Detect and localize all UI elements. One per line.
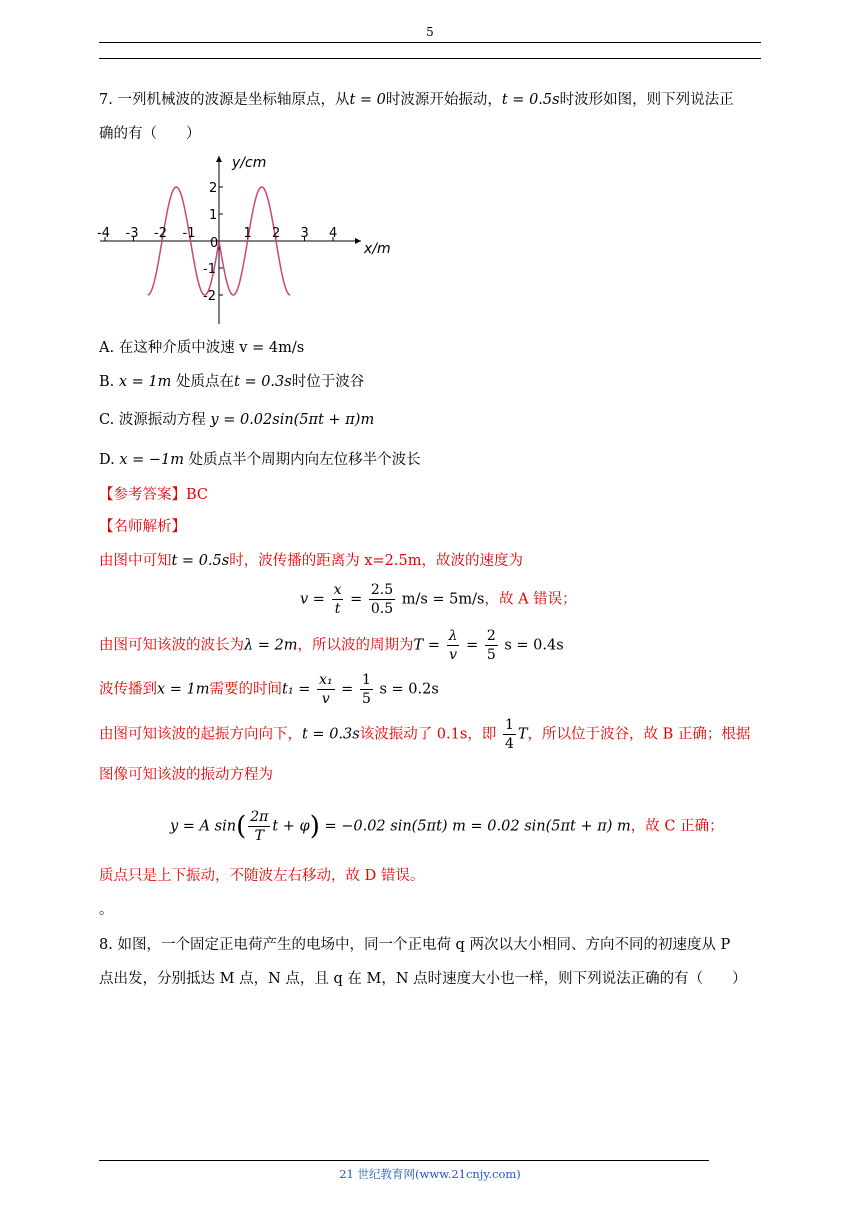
q8-line2: 点出发，分别抵达 M 点，N 点，且 q 在 M，N 点时速度大小也一样，则下列说法正确的有（ ） [99, 971, 747, 987]
analysis-line-5: 由图可知该波的起振方向向下，t = 0.3s该波振动了 0.1s，即 $\frac{1}{4}$ T，所以位于波谷，故 B 正确；根据 [99, 717, 751, 752]
analysis-line-1: 由图中可知t = 0.5s时，波传播的距离为 x=2.5m，故波的速度为 [99, 553, 523, 569]
q7-option-b: B. x = 1m 处质点在t = 0.3s时位于波谷 [99, 374, 365, 390]
x-tick-label: 4 [329, 226, 338, 241]
footer-rule [99, 1160, 709, 1161]
x-tick-label: 2 [272, 226, 281, 241]
x-tick-label: 0 [210, 236, 219, 251]
x-tick-label: -4 [97, 226, 110, 241]
y-tick-label: -1 [203, 262, 216, 277]
page-number: 5 [426, 25, 434, 39]
analysis-line-3: 由图可知该波的波长为λ = 2m，所以波的周期为T = $\frac{\lambda}{v}$ = $\frac{2}{5}$ s = 0.4s [99, 628, 564, 663]
analysis-line-4: 波传播到x = 1m需要的时间t₁ = $\frac{\text{x₁}}{v}$ = $\frac{1}{5}$ s = 0.2s [99, 672, 439, 707]
y-tick-label: 1 [209, 208, 218, 223]
q7-option-a: A. 在这种介质中波速 v = 4m/s [99, 340, 305, 356]
footer-link[interactable]: 21 世纪教育网(www.21cnjy.com) [339, 1167, 521, 1181]
x-tick-label: -1 [182, 226, 196, 241]
header-rule-2 [99, 58, 761, 59]
x-tick-label: -2 [154, 226, 167, 241]
y-axis-label: y/cm [232, 155, 267, 171]
answer: 【参考答案】BC [99, 487, 209, 503]
wave-graph [96, 152, 396, 332]
q7-stem-line2: 确的有（ ） [99, 126, 201, 142]
analysis-line-2: v = $\frac{x}{t}$ = $\frac{2.5}{0.5}$ m/s = 5m/s，故 A 错误； [300, 582, 577, 617]
analysis-title: 【名师解析】 [99, 519, 186, 535]
x-axis-label: x/m [364, 241, 391, 257]
q7-option-c: C. 波源振动方程 y = 0.02sin(5πt + π)m [99, 412, 375, 428]
analysis-line-6: 图像可知该波的振动方程为 [99, 767, 273, 783]
analysis-line-9: 。 [99, 902, 114, 918]
analysis-line-7: y = A sin( $\frac{2\pi}{T}$ t + φ) = −0.02 sin(5πt) m = 0.02 sin(5πt + π) m，故 C 正确； [170, 809, 724, 844]
x-tick-label: 1 [243, 226, 252, 241]
y-tick-label: -2 [203, 289, 216, 304]
x-tick-label: -3 [125, 226, 139, 241]
x-tick-label: 3 [300, 226, 309, 241]
q7-stem-line1: 7. 一列机械波的波源是坐标轴原点，从t = 0时波源开始振动，t = 0.5s时波形如图，则下列说法正 [99, 92, 734, 108]
q8-line1: 8. 如图，一个固定正电荷产生的电场中，同一个正电荷 q 两次以大小相同、方向不同的初速度从 P [99, 937, 731, 953]
q7-option-d: D. x = −1m 处质点半个周期内向左位移半个波长 [99, 452, 421, 468]
analysis-line-8: 质点只是上下振动，不随波左右移动，故 D 错误。 [99, 868, 425, 884]
y-tick-label: 2 [209, 181, 218, 196]
header-rule [99, 42, 761, 43]
